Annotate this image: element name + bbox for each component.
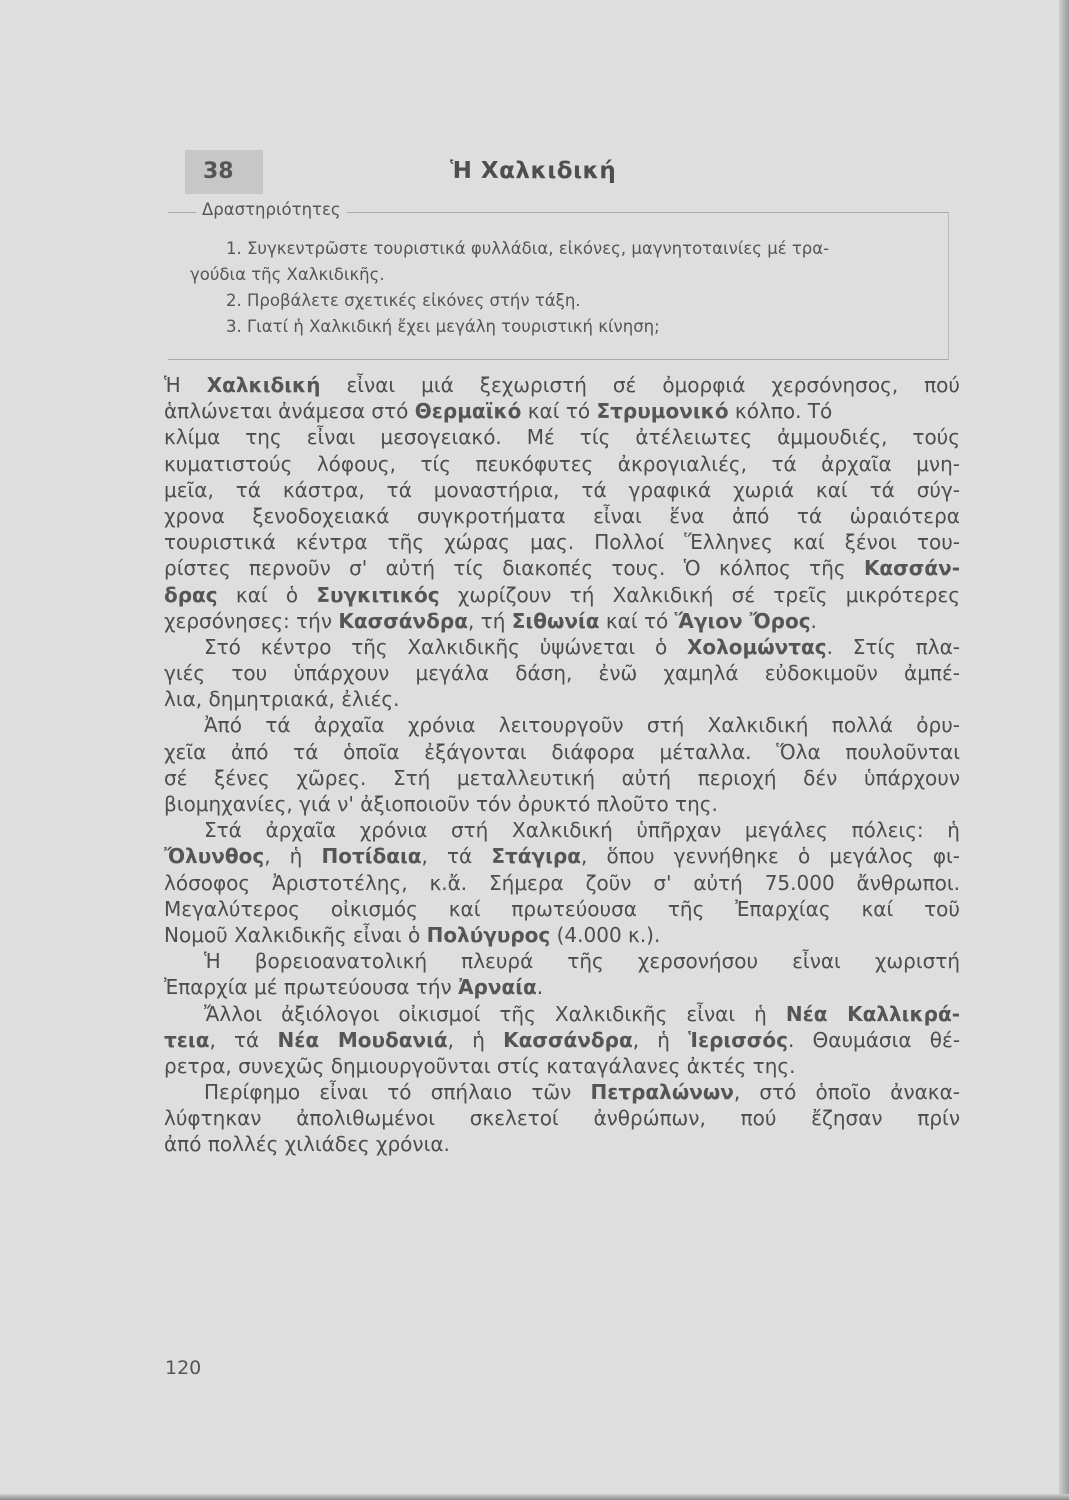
text-line	[164, 1131, 960, 1157]
text-line	[164, 765, 960, 791]
text-line	[164, 712, 960, 738]
activity-item: 3. Γιατί ἡ Χαλκιδική ἔχει μεγάλη τουριστική κίνηση;	[226, 317, 660, 336]
activity-item: 1. Συγκεντρῶστε τουριστικά φυλλάδια, εἰκόνες, μαγνητοταινίες μέ τρα-	[226, 239, 830, 258]
text-line	[164, 1053, 960, 1079]
text-line	[164, 817, 960, 843]
text-segment: μεῖα, τά κάστρα, τά μοναστήρια, τά γραφικά χωριά καί τά σύγ-	[164, 477, 960, 502]
bold-term: Ἀρναία	[458, 975, 537, 1000]
activity-item: γούδια τῆς Χαλκιδικῆς.	[190, 265, 385, 284]
bold-term: Θερμαϊκό	[414, 399, 522, 424]
text-line	[164, 739, 960, 765]
text-segment: , στό ὁποῖο ἀνακα-	[733, 1080, 960, 1105]
text-segment: χερσόνησες: τήν	[164, 608, 339, 633]
text-line	[164, 660, 960, 686]
text-segment: Περίφημο εἶναι τό σπήλαιο τῶν	[204, 1080, 591, 1105]
text-segment: ἀπό πολλές χιλιάδες χρόνια.	[164, 1132, 450, 1157]
text-line	[164, 451, 960, 477]
text-line	[164, 608, 960, 634]
text-line	[164, 686, 960, 712]
text-segment: ἁπλώνεται ἀνάμεσα στό	[164, 399, 415, 424]
bold-term: Συγκιτικός	[316, 582, 440, 607]
text-segment: .	[810, 608, 817, 633]
text-segment: (4.000 κ.).	[550, 922, 661, 947]
text-segment: Μεγαλύτερος οἰκισμός καί πρωτεύουσα τῆς Ἐπαρχίας καί τοῦ	[164, 896, 960, 921]
bold-term: Χαλκιδική	[206, 373, 321, 397]
text-segment: , τά	[209, 1027, 278, 1052]
bold-term: Κασσάν-	[863, 556, 960, 581]
text-segment: , ἡ	[632, 1027, 689, 1052]
bold-term: Στάγιρα	[491, 844, 581, 869]
text-segment: Νομοῦ Χαλκιδικῆς εἶναι ὁ	[164, 922, 427, 947]
text-line	[164, 870, 960, 896]
text-segment: , τά	[421, 844, 492, 869]
bold-term: Ποτίδαια	[321, 844, 422, 869]
bold-term: Κασσάνδρα	[503, 1027, 633, 1052]
text-line	[164, 582, 960, 608]
text-segment: , ἡ	[447, 1027, 504, 1052]
activities-box	[168, 200, 949, 360]
bold-term: Στρυμονικό	[596, 399, 729, 424]
bold-term: Πολύγυρος	[426, 922, 551, 947]
text-line	[164, 791, 960, 817]
text-line	[164, 948, 960, 974]
text-line	[164, 843, 960, 869]
text-segment: καί τό	[521, 399, 597, 424]
text-line	[164, 1001, 960, 1027]
bold-term: Ἅγιον Ὄρος	[674, 608, 811, 633]
bold-term: Ἱερισσός	[688, 1027, 788, 1052]
text-segment: . Θαυμάσια θέ-	[787, 1027, 961, 1052]
text-segment: καί τό	[599, 608, 675, 633]
text-line	[164, 503, 960, 529]
activity-item: 2. Προβάλετε σχετικές εἰκόνες στήν τάξη.	[226, 291, 581, 310]
text-line	[164, 372, 960, 398]
text-segment: κλίμα της εἶναι μεσογειακό. Μέ τίς ἀτέλειωτες ἀμμουδιές, τούς	[164, 425, 960, 450]
text-segment: ρετρα, συνεχῶς δημιουργοῦνται στίς καταγάλανες ἀκτές της.	[164, 1053, 796, 1078]
text-segment: εἶναι μιά ξεχωριστή σέ ὀμορφιά χερσόνησος, πού	[320, 373, 960, 397]
text-segment: χρονα ξενοδοχειακά συγκροτήματα εἶναι ἕνα ἀπό τά ὡραιότερα	[164, 503, 960, 528]
page-header	[0, 150, 1069, 194]
text-segment: Στά ἀρχαῖα χρόνια στή Χαλκιδική ὑπῆρχαν μεγάλες πόλεις: ἡ	[204, 818, 960, 843]
text-line	[164, 424, 960, 450]
text-segment: , ὅπου γεννήθηκε ὁ μεγάλος φι-	[581, 844, 961, 869]
text-line	[164, 974, 960, 1000]
text-segment: Στό κέντρο τῆς Χαλκιδικῆς ὑψώνεται ὁ	[204, 634, 687, 659]
text-line	[164, 896, 960, 922]
page-number: 120	[165, 1357, 202, 1379]
bold-term: Νέα Μουδανιά	[277, 1027, 448, 1052]
text-line	[164, 398, 960, 424]
text-line	[164, 477, 960, 503]
text-segment: κόλπο. Τό	[728, 399, 833, 424]
text-segment: . Στίς πλα-	[826, 634, 960, 659]
bold-term: Σιθωνία	[511, 608, 600, 633]
text-line	[164, 529, 960, 555]
text-line	[164, 1027, 960, 1053]
text-segment: , ἡ	[264, 844, 322, 869]
bold-term: Χολομώντας	[686, 634, 827, 659]
text-segment: λια, δημητριακά, ἐλιές.	[164, 687, 400, 712]
bold-term: Κασσάνδρα	[338, 608, 468, 633]
chapter-title: Ἡ Χαλκιδική	[450, 158, 617, 184]
chapter-number: 38	[185, 150, 263, 194]
text-segment: Ἄλλοι ἀξιόλογοι οἰκισμοί τῆς Χαλκιδικῆς εἶναι ἡ	[204, 1001, 786, 1026]
text-line	[164, 1105, 960, 1131]
page-bottom-shadow	[0, 1494, 1069, 1500]
page-edge-shadow	[1059, 0, 1069, 1500]
bold-term: τεια	[164, 1027, 210, 1052]
text-segment: .	[536, 975, 544, 1000]
text-line	[164, 1079, 960, 1105]
text-line	[164, 922, 960, 948]
text-segment: Ἐπαρχία μέ πρωτεύουσα τήν	[164, 975, 459, 1000]
text-segment: λόσοφος Ἀριστοτέλης, κ.ἄ. Σήμερα ζοῦν σ' αὐτή 75.000 ἄνθρωποι.	[164, 870, 960, 895]
body-text	[164, 372, 960, 1158]
text-segment: βιομηχανίες, γιά ν' ἀξιοποιοῦν τόν ὀρυκτό πλοῦτο της.	[164, 792, 718, 816]
text-segment: χεῖα ἀπό τά ὁποῖα ἐξάγονται διάφορα μέταλλα. Ὅλα πουλοῦνται	[164, 739, 960, 764]
bold-term: Πετραλώνων	[590, 1080, 734, 1105]
text-segment: καί ὁ	[217, 582, 317, 607]
bold-term: Ὄλυνθος	[164, 844, 265, 869]
text-segment: , τή	[467, 608, 512, 633]
text-line	[164, 634, 960, 660]
bold-term: δρας	[164, 582, 218, 607]
text-segment: Ἡ	[164, 373, 207, 397]
text-segment: γιές του ὑπάρχουν μεγάλα δάση, ἐνῶ χαμηλά εὐδοκιμοῦν ἀμπέ-	[164, 661, 960, 686]
text-segment: Ἡ βορειοανατολική πλευρά τῆς χερσονήσου εἶναι χωριστή	[204, 949, 960, 974]
text-segment: Ἀπό τά ἀρχαῖα χρόνια λειτουργοῦν στή Χαλκιδική πολλά ὀρυ-	[204, 713, 960, 738]
text-segment: κυματιστούς λόφους, τίς πευκόφυτες ἀκρογιαλιές, τά ἀρχαῖα μνη-	[164, 451, 960, 476]
text-line	[164, 555, 960, 581]
text-segment: χωρίζουν τή Χαλκιδική σέ τρεῖς μικρότερες	[439, 582, 960, 607]
bold-term: Νέα Καλλικρά-	[785, 1001, 961, 1026]
text-segment: ρίστες περνοῦν σ' αὐτή τίς διακοπές τους. Ὁ κόλπος τῆς	[164, 556, 864, 581]
text-segment: σέ ξένες χῶρες. Στή μεταλλευτική αὐτή περιοχή δέν ὑπάρχουν	[164, 765, 960, 790]
text-segment: λύφτηκαν ἀπολιθωμένοι σκελετοί ἀνθρώπων, πού ἔζησαν πρίν	[164, 1106, 960, 1131]
activities-title: Δραστηριότητες	[196, 200, 347, 219]
text-segment: τουριστικά κέντρα τῆς χώρας μας. Πολλοί Ἕλληνες καί ξένοι του-	[164, 530, 960, 555]
